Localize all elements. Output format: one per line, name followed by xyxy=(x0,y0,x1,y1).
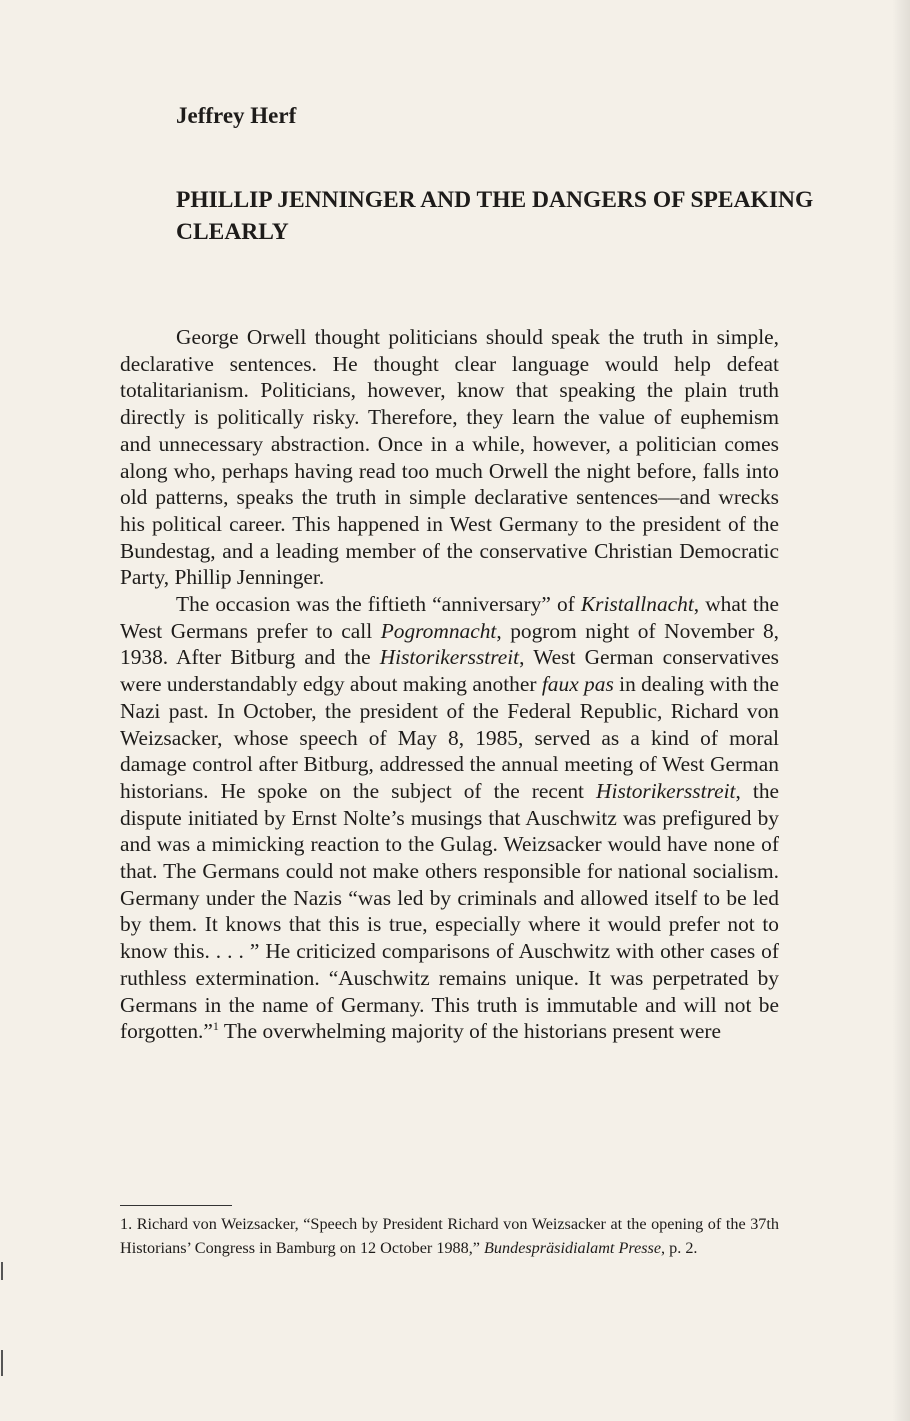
paragraph-2 xyxy=(120,591,779,1045)
footnote-text: 1. Richard von Weizsacker, “Speech by President Richard von Weizsacker at the opening of the 37th Historians’ Congress in Bamburg on 12 October 1988,” xyxy=(120,1215,779,1257)
footnote-italic: Bundespräsidialamt Presse xyxy=(484,1239,662,1257)
italic-term: Kristallnacht xyxy=(580,592,694,617)
text-run: , West German conservatives were understandably edgy about making another xyxy=(120,645,779,697)
article-body xyxy=(120,324,779,1045)
footnote-divider xyxy=(120,1205,232,1206)
footnote-reference[interactable]: 1 xyxy=(212,1019,219,1034)
text-run: , what the West Germans prefer to call xyxy=(120,592,780,643)
text-run: , the dispute initiated by Ernst Nolte’s musings that Auschwitz was prefigured by and was a mimicking reaction to the Gulag. Weizsacker would have none of that. The Germans could not make others responsible for national socialism. Germany under the Nazis “was led by criminals and allowed itself to be led by them. It knows that this is true, especially where it would prefer not to know this. . . . ” He criticized comparisons of Auschwitz with other cases of ruthless extermination. “Auschwitz remains unique. It was perpetrated by Germans in the name of Germany. This truth is immutable and will not be forgotten.” xyxy=(120,778,780,1044)
italic-term: Historikersstreit xyxy=(596,778,736,803)
footnote-1 xyxy=(120,1212,779,1260)
scan-edge-mark xyxy=(1,1262,3,1280)
text-run: , pogrom night of November 8, 1938. After Bitburg and the xyxy=(120,618,780,670)
text-run: The overwhelming majority of the historians present were xyxy=(218,1019,722,1044)
article-title: PHILLIP JENNINGER AND THE DANGERS OF SPEAKING CLEARLY xyxy=(176,187,814,245)
author-name: Jeffrey Herf xyxy=(176,103,297,128)
footnote-text: , p. 2. xyxy=(661,1239,698,1257)
scan-edge-mark xyxy=(1,1350,3,1376)
italic-term: faux pas xyxy=(541,672,614,697)
italic-term: Pogromnacht xyxy=(380,618,497,643)
text-run: in dealing with the Nazi past. In October, the president of the Federal Republic, Richard von Weizsacker, whose speech of May 8, 1985, served as a kind of moral damage control after Bitburg, addressed the annual meeting of West German historians. He spoke on the subject of the recent xyxy=(120,672,780,803)
text-run: The occasion was the fiftieth “anniversary” of xyxy=(176,592,581,617)
italic-term: Historikersstreit xyxy=(379,645,520,670)
paragraph-1: George Orwell thought politicians should speak the truth in simple, declarative sentences. He thought clear language would help defeat totalitarianism. Politicians, however, know that speaking the plain truth directly is politically risky. Therefore, they learn the value of euphemism and unnecessary abstraction. Once in a while, however, a politician comes along who, perhaps having read too much Orwell the night before, falls into old patterns, speaks the truth in simple declarative sentences—and wrecks his political career. This happened in West Germany to the president of the Bundestag, and a leading member of the conservative Christian Democratic Party, Phillip Jenninger. xyxy=(120,325,779,590)
page-gutter-shadow xyxy=(892,0,910,1421)
